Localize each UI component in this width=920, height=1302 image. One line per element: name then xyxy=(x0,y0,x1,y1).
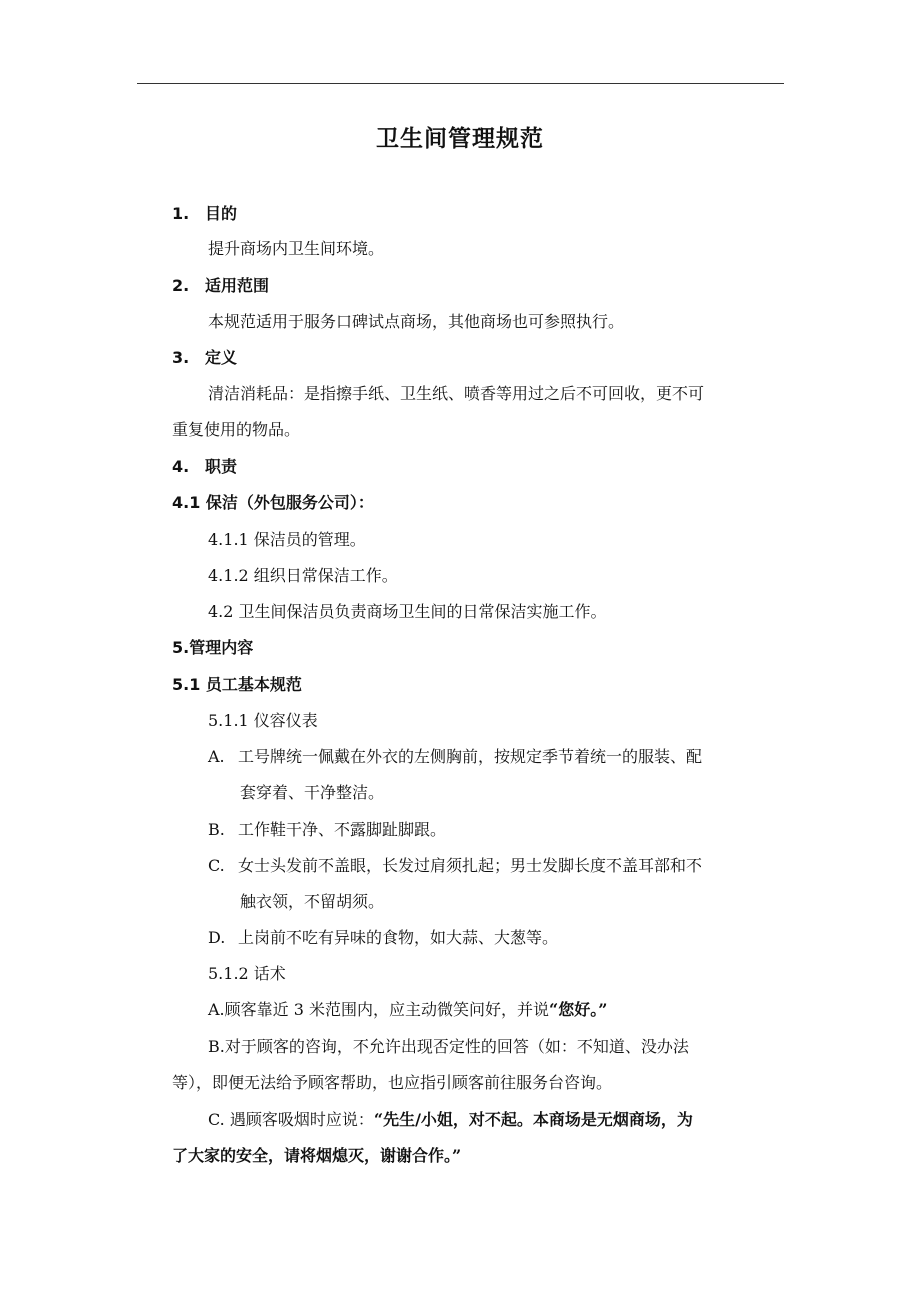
list-item: 4.1.2 组织日常保洁工作。 xyxy=(208,566,398,585)
speech-item-a xyxy=(208,1000,607,1020)
section-heading-5: 5.管理内容 xyxy=(172,638,254,657)
paragraph: 本规范适用于服务口碑试点商场，其他商场也可参照执行。 xyxy=(208,312,625,331)
speech-text: C. 遇顾客吸烟时应说： xyxy=(208,1110,374,1129)
section-number: 2. xyxy=(172,276,190,295)
speech-quote: “您好。” xyxy=(549,1000,608,1019)
rule-item-d xyxy=(208,928,558,948)
item-label: C. xyxy=(208,856,225,875)
section-number: 1. xyxy=(172,204,190,223)
list-item: 4.1.1 保洁员的管理。 xyxy=(208,530,366,549)
item-text: 上岗前不吃有异味的食物，如大蒜、大葱等。 xyxy=(238,928,559,947)
speech-item-c xyxy=(208,1110,693,1130)
section-title: 定义 xyxy=(205,348,238,367)
section-title: 职责 xyxy=(205,457,238,476)
header-rule xyxy=(137,83,784,84)
section-title: 目的 xyxy=(205,204,238,223)
list-item: 5.1.1 仪容仪表 xyxy=(208,711,318,730)
paragraph: 提升商场内卫生间环境。 xyxy=(208,239,385,258)
section-heading-3 xyxy=(172,348,237,368)
section-number: 3. xyxy=(172,348,190,367)
item-text-continued: 套穿着、干净整洁。 xyxy=(240,783,385,802)
speech-item-c-continued: 了大家的安全，请将烟熄灭，谢谢合作。” xyxy=(172,1146,462,1165)
rule-item-c xyxy=(208,856,702,876)
speech-item-b-continued: 等），即便无法给予顾客帮助，也应指引顾客前往服务台咨询。 xyxy=(172,1073,613,1092)
item-label: D. xyxy=(208,928,226,947)
section-heading-4 xyxy=(172,457,237,477)
section-heading-2 xyxy=(172,276,269,296)
page-title: 卫生间管理规范 xyxy=(376,126,544,152)
item-text: 工号牌统一佩戴在外衣的左侧胸前，按规定季节着统一的服装、配 xyxy=(238,747,703,766)
section-title: 适用范围 xyxy=(205,276,270,295)
section-heading-1 xyxy=(172,204,237,224)
subsection-heading: 4.1 保洁（外包服务公司）： xyxy=(172,493,374,512)
paragraph: 清洁消耗品：是指擦手纸、卫生纸、喷香等用过之后不可回收，更不可 xyxy=(208,384,705,403)
paragraph: 重复使用的物品。 xyxy=(172,420,301,439)
speech-quote: “先生/小姐，对不起。本商场是无烟商场，为 xyxy=(373,1110,693,1129)
item-label: A. xyxy=(208,747,225,766)
subsection-heading: 5.1 员工基本规范 xyxy=(172,675,302,694)
section-number: 4. xyxy=(172,457,190,476)
item-text: 女士头发前不盖眼，长发过肩须扎起；男士发脚长度不盖耳部和不 xyxy=(238,856,703,875)
list-item: 5.1.2 话术 xyxy=(208,964,286,983)
speech-text: A.顾客靠近 3 米范围内，应主动微笑问好，并说 xyxy=(208,1000,549,1019)
item-label: B. xyxy=(208,820,225,839)
rule-item-b xyxy=(208,820,446,840)
item-text-continued: 触衣领，不留胡须。 xyxy=(240,892,385,911)
speech-item-b: B.对于顾客的咨询，不允许出现否定性的回答（如：不知道、没办法 xyxy=(208,1037,689,1056)
rule-item-a xyxy=(208,747,702,767)
list-item: 4.2 卫生间保洁员负责商场卫生间的日常保洁实施工作。 xyxy=(208,602,607,621)
item-text: 工作鞋干净、不露脚趾脚跟。 xyxy=(238,820,447,839)
